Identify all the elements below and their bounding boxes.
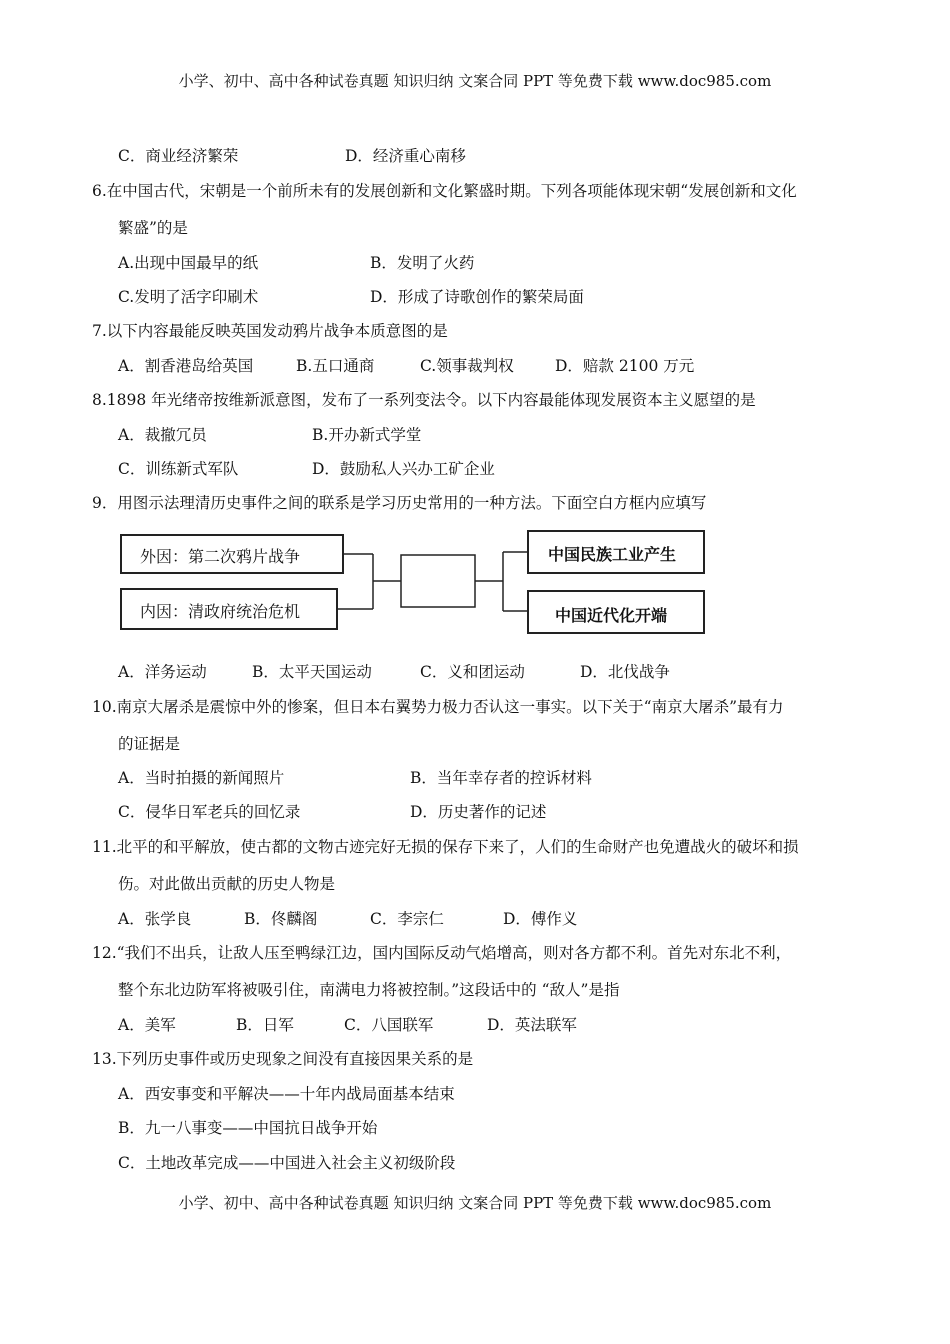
q12-option-a: A．美军 [118, 1016, 176, 1034]
question-10-stem-cont: 的证据是 [118, 735, 181, 753]
question-8-stem: 8.1898 年光绪帝按维新派意图，发布了一系列变法令。以下内容最能体现发展资本主义愿望的是 [92, 391, 756, 409]
inner-cause-label: 内因：清政府统治危机 [140, 602, 301, 621]
page-footer: 小学、初中、高中各种试卷真题 知识归纳 文案合同 PPT 等免费下载 www.doc985.com [178, 1194, 772, 1212]
blank-box [401, 555, 475, 607]
result-2-label: 中国近代化开端 [555, 606, 668, 625]
result-1-label: 中国民族工业产生 [548, 545, 677, 564]
q12-option-b: B．日军 [236, 1016, 294, 1034]
question-11-stem-cont: 伤。对此做出贡献的历史人物是 [118, 875, 336, 893]
question-12-stem-cont: 整个东北边防军将被吸引住，南满电力将被控制。”这段话中的 “敌人”是指 [118, 981, 620, 999]
q7-option-c: C.领事裁判权 [420, 357, 514, 375]
question-12-stem: 12.“我们不出兵，让敌人压至鸭绿江边，国内国际反动气焰增高，则对各方都不利。首先对东北不利， [92, 944, 792, 962]
cause-effect-diagram [118, 527, 708, 647]
q12-option-d: D．英法联军 [487, 1016, 577, 1034]
q6-option-d: D．形成了诗歌创作的繁荣局面 [370, 288, 584, 306]
q11-option-d: D．傅作义 [503, 910, 578, 928]
q11-option-b: B．佟麟阁 [244, 910, 318, 928]
q13-option-b: B．九一八事变——中国抗日战争开始 [118, 1119, 378, 1137]
q13-option-c: C．土地改革完成——中国进入社会主义初级阶段 [118, 1154, 456, 1172]
q6-option-c: C.发明了活字印刷术 [118, 288, 259, 306]
q9-option-a: A．洋务运动 [118, 663, 207, 681]
q10-option-a: A．当时拍摄的新闻照片 [118, 769, 285, 787]
outer-cause-label: 外因：第二次鸦片战争 [140, 547, 301, 566]
question-10-stem: 10.南京大屠杀是震惊中外的惨案，但日本右翼势力极力否认这一事实。以下关于“南京大屠杀”最有力 [92, 698, 784, 716]
question-13-stem: 13.下列历史事件或历史现象之间没有直接因果关系的是 [92, 1050, 474, 1068]
question-7-stem: 7.以下内容最能反映英国发动鸦片战争本质意图的是 [92, 322, 448, 340]
option-d: D．经济重心南移 [345, 147, 466, 165]
q11-option-a: A．张学良 [118, 910, 192, 928]
q9-option-c: C．义和团运动 [420, 663, 525, 681]
q11-option-c: C．李宗仁 [370, 910, 444, 928]
q7-option-a: A．割香港岛给英国 [118, 357, 254, 375]
q10-option-d: D．历史著作的记述 [410, 803, 547, 821]
q6-option-a: A.出现中国最早的纸 [118, 254, 259, 272]
q13-option-a: A．西安事变和平解决——十年内战局面基本结束 [118, 1085, 455, 1103]
q10-option-c: C．侵华日军老兵的回忆录 [118, 803, 301, 821]
q8-option-d: D．鼓励私人兴办工矿企业 [312, 460, 495, 478]
question-6-stem: 6.在中国古代，宋朝是一个前所未有的发展创新和文化繁盛时期。下列各项能体现宋朝“发展创新和文化 [92, 182, 797, 200]
q10-option-b: B．当年幸存者的控诉材料 [410, 769, 592, 787]
q8-option-b: B.开办新式学堂 [312, 426, 422, 444]
q9-option-d: D．北伐战争 [580, 663, 670, 681]
option-c: C．商业经济繁荣 [118, 147, 239, 165]
question-6-stem-cont: 繁盛”的是 [118, 219, 188, 237]
q6-option-b: B．发明了火药 [370, 254, 475, 272]
q12-option-c: C．八国联军 [344, 1016, 434, 1034]
q7-option-b: B.五口通商 [296, 357, 375, 375]
q9-option-b: B．太平天国运动 [252, 663, 372, 681]
q8-option-a: A．裁撤冗员 [118, 426, 207, 444]
question-11-stem: 11.北平的和平解放，使古都的文物古迹完好无损的保存下来了，人们的生命财产也免遭战火的破坏和损 [92, 838, 799, 856]
q8-option-c: C．训练新式军队 [118, 460, 239, 478]
page-header: 小学、初中、高中各种试卷真题 知识归纳 文案合同 PPT 等免费下载 www.doc985.com [178, 72, 772, 90]
q7-option-d: D．赔款 2100 万元 [555, 357, 695, 375]
question-9-stem: 9．用图示法理清历史事件之间的联系是学习历史常用的一种方法。下面空白方框内应填写 [92, 494, 707, 512]
